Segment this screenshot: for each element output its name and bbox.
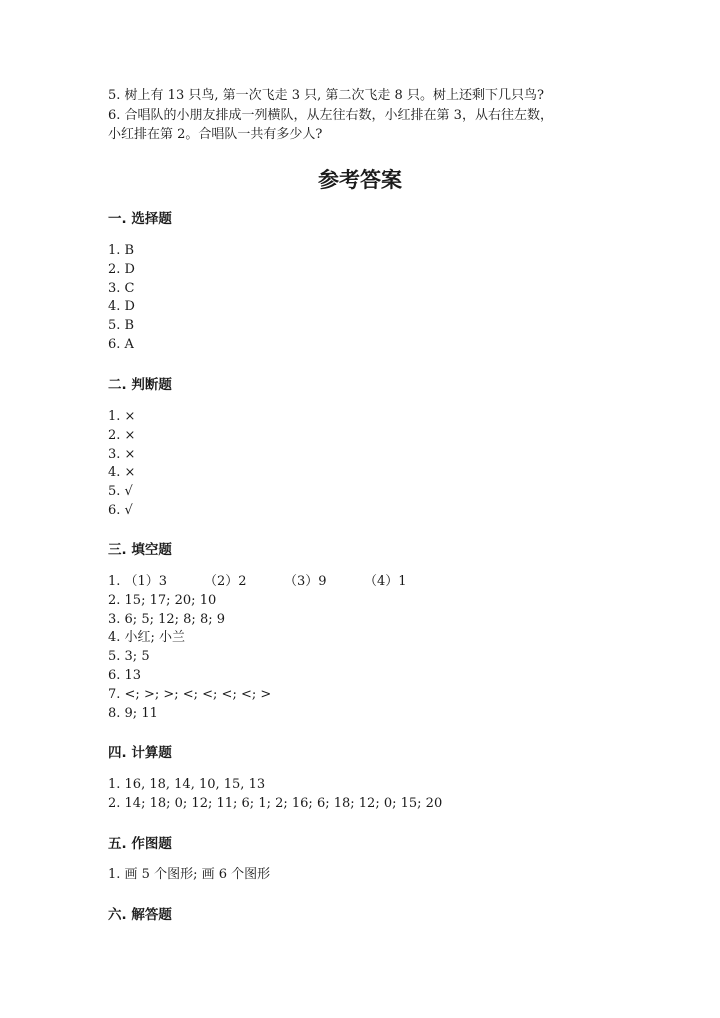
answer-line: 5. √: [108, 484, 133, 500]
section-solve-heading: 六. 解答题: [108, 907, 172, 923]
answer-line: 4. 小红; 小兰: [108, 630, 186, 646]
question-6-line-1: 6. 合唱队的小朋友排成一列横队，从左往右数，小红排在第 3，从右往左数，: [108, 107, 553, 123]
fill-part: （3）9: [284, 574, 327, 589]
answer-line: 2. ×: [108, 427, 136, 443]
answer-title: 参考答案: [318, 168, 402, 192]
question-block: [108, 86, 608, 145]
section-choice-heading: 一. 选择题: [108, 211, 172, 227]
answer-line: 1. 画 5 个图形; 画 6 个图形: [108, 867, 271, 882]
section-judge-heading: 二. 判断题: [108, 377, 172, 393]
question-6-line-2: 小红排在第 2。合唱队一共有多少人?: [108, 127, 323, 142]
section-choice-answers: [108, 242, 135, 355]
answer-line: 6. A: [108, 336, 134, 352]
answer-line: 1. 16, 18, 14, 10, 15, 13: [108, 777, 266, 792]
answer-line: 8. 9; 11: [108, 705, 158, 721]
answer-line: 2. 15; 17; 20; 10: [108, 592, 217, 608]
answer-line: 6. √: [108, 502, 133, 518]
answer-line: 1. B: [108, 243, 135, 258]
answer-line: 3. C: [108, 280, 135, 296]
section-draw-answers: [108, 866, 270, 885]
answer-line: 5. B: [108, 318, 135, 334]
answer-line: 2. 14; 18; 0; 12; 11; 6; 1; 2; 16; 6; 18; 12; 0; 15; 20: [108, 795, 443, 811]
section-calc-heading: 四. 计算题: [108, 745, 172, 761]
section-draw-heading: 五. 作图题: [108, 836, 172, 852]
answer-line: 6. 13: [108, 667, 142, 683]
section-judge-answers: [108, 408, 135, 521]
section-calc-answers: [108, 776, 442, 814]
question-5: 5. 树上有 13 只鸟, 第一次飞走 3 只, 第二次飞走 8 只。树上还剩下几只鸟?: [108, 88, 544, 103]
answer-line: 3. ×: [108, 446, 136, 462]
section-fill-answers: [108, 573, 407, 723]
answer-line: 7. <; >; >; <; <; <; <; >: [108, 686, 272, 702]
answer-line: [108, 573, 407, 592]
answer-line: 5. 3; 5: [108, 649, 150, 665]
fill-part: （2）2: [204, 574, 247, 589]
answer-line: 2. D: [108, 261, 135, 277]
answer-line: 3. 6; 5; 12; 8; 8; 9: [108, 611, 225, 627]
answer-line: 1. ×: [108, 409, 136, 424]
fill-part: 1. （1）3: [108, 574, 168, 589]
fill-part: （4）1: [364, 574, 407, 589]
answer-line: 4. D: [108, 299, 135, 315]
section-fill-heading: 三. 填空题: [108, 542, 172, 558]
answer-line: 4. ×: [108, 465, 136, 481]
